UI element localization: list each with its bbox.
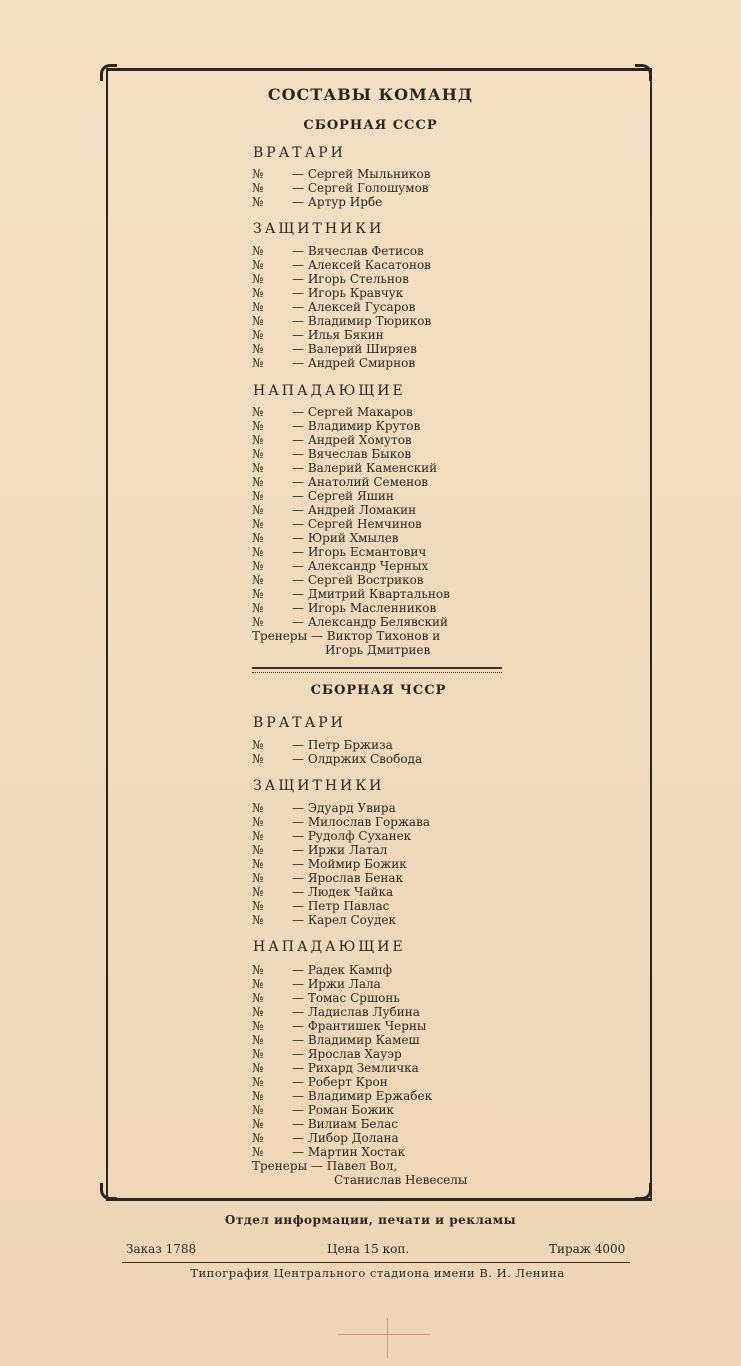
- corner-ornament-bottom-left: [100, 1183, 117, 1200]
- player-name: Вилиам Белас: [307, 1117, 398, 1131]
- dash: —: [292, 1005, 304, 1019]
- coaches-ussr: [252, 629, 440, 657]
- roster-row: [252, 829, 430, 843]
- number-sign: №: [252, 447, 264, 461]
- roster-row: [252, 977, 432, 991]
- roster-row: [252, 433, 450, 447]
- dash: —: [292, 899, 304, 913]
- roster-row: [252, 1131, 432, 1145]
- player-name: Моймир Божик: [307, 857, 407, 871]
- corner-ornament-top-left: [100, 64, 117, 81]
- roster-row: [252, 342, 431, 356]
- roster-row: [252, 531, 450, 545]
- roster-row: [252, 1075, 432, 1089]
- player-name: Франтишек Черны: [307, 1019, 427, 1033]
- player-name: Илья Бякин: [307, 328, 384, 342]
- player-name: Карел Соудек: [307, 913, 396, 927]
- roster-row: [252, 258, 431, 272]
- number-sign: №: [252, 545, 264, 559]
- player-name: Владимир Камеш: [307, 1033, 420, 1047]
- dash: —: [292, 517, 304, 531]
- player-name: Иржи Латал: [307, 843, 388, 857]
- player-name: Радек Кампф: [307, 963, 393, 977]
- section-title-forwards-cssr: НАПАДАЮЩИЕ: [253, 939, 406, 955]
- player-name: Мартин Хостак: [307, 1145, 406, 1159]
- roster-row: [252, 300, 431, 314]
- section-title-goalies-cssr: ВРАТАРИ: [253, 715, 346, 731]
- dash: —: [292, 991, 304, 1005]
- coaches-line-1: Тренеры — Павел Вол,: [252, 1159, 398, 1173]
- number-sign: №: [252, 899, 264, 913]
- player-name: Анатолий Семенов: [307, 475, 429, 489]
- dash: —: [292, 573, 304, 587]
- dash: —: [292, 977, 304, 991]
- player-name: Томас Сршонь: [307, 991, 400, 1005]
- player-name: Владимир Тюриков: [307, 314, 432, 328]
- number-sign: №: [252, 1145, 264, 1159]
- player-name: Петр Павлас: [307, 899, 390, 913]
- number-sign: №: [252, 963, 264, 977]
- player-name: Либор Долана: [307, 1131, 399, 1145]
- player-name: Игорь Есмантович: [307, 545, 427, 559]
- number-sign: №: [252, 1131, 264, 1145]
- dash: —: [292, 328, 304, 342]
- player-name: Александр Белявский: [307, 615, 448, 629]
- number-sign: №: [252, 195, 264, 209]
- player-name: Дмитрий Квартальнов: [307, 587, 450, 601]
- dash: —: [292, 314, 304, 328]
- roster-row: [252, 286, 431, 300]
- number-sign: №: [252, 356, 264, 370]
- roster-list-goalies-ussr: [252, 167, 430, 209]
- dash: —: [292, 1075, 304, 1089]
- coaches-cssr: [252, 1159, 467, 1187]
- number-sign: №: [252, 871, 264, 885]
- number-sign: №: [252, 857, 264, 871]
- roster-row: [252, 272, 431, 286]
- roster-row: [252, 503, 450, 517]
- number-sign: №: [252, 181, 264, 195]
- player-name: Владимир Крутов: [307, 419, 421, 433]
- number-sign: №: [252, 1005, 264, 1019]
- footer-rule: [122, 1262, 630, 1263]
- roster-row: [252, 913, 430, 927]
- dash: —: [292, 272, 304, 286]
- roster-row: [252, 1145, 432, 1159]
- roster-row: [252, 1117, 432, 1131]
- corner-ornament-top-right: [635, 64, 652, 81]
- footer-department: Отдел информации, печати и рекламы: [224, 1213, 517, 1227]
- number-sign: №: [252, 419, 264, 433]
- coaches-line-2: Станислав Невеселы: [334, 1173, 468, 1187]
- dash: —: [292, 913, 304, 927]
- player-name: Роман Божик: [307, 1103, 395, 1117]
- team-title-cssr: СБОРНАЯ ЧССР: [310, 683, 447, 698]
- player-name: Вячеслав Быков: [307, 447, 412, 461]
- number-sign: №: [252, 531, 264, 545]
- dash: —: [292, 419, 304, 433]
- dash: —: [292, 503, 304, 517]
- section-title-defense-cssr: ЗАЩИТНИКИ: [253, 778, 385, 794]
- roster-row: [252, 815, 430, 829]
- player-name: Сергей Немчинов: [307, 517, 422, 531]
- dash: —: [292, 531, 304, 545]
- dash: —: [292, 447, 304, 461]
- roster-row: [252, 1005, 432, 1019]
- number-sign: №: [252, 913, 264, 927]
- number-sign: №: [252, 1047, 264, 1061]
- player-name: Артур Ирбе: [307, 195, 383, 209]
- dash: —: [292, 356, 304, 370]
- number-sign: №: [252, 328, 264, 342]
- player-name: Андрей Ломакин: [307, 503, 417, 517]
- dash: —: [292, 857, 304, 871]
- player-name: Владимир Ержабек: [307, 1089, 433, 1103]
- roster-row: [252, 752, 422, 766]
- player-name: Игорь Кравчук: [307, 286, 404, 300]
- number-sign: №: [252, 167, 264, 181]
- footer-printer: Типография Центрального стадиона имени В. И. Ленина: [190, 1266, 565, 1280]
- dash: —: [292, 615, 304, 629]
- dash: —: [292, 801, 304, 815]
- dash: —: [292, 167, 304, 181]
- number-sign: №: [252, 885, 264, 899]
- dash: —: [292, 461, 304, 475]
- player-name: Олдржих Свобода: [307, 752, 423, 766]
- roster-row: [252, 475, 450, 489]
- player-name: Валерий Ширяев: [307, 342, 417, 356]
- dash: —: [292, 1089, 304, 1103]
- roster-row: [252, 738, 422, 752]
- player-name: Сергей Мыльников: [307, 167, 431, 181]
- number-sign: №: [252, 1033, 264, 1047]
- roster-row: [252, 1033, 432, 1047]
- dash: —: [292, 815, 304, 829]
- footer-print-run: Тираж 4000: [549, 1242, 626, 1256]
- number-sign: №: [252, 1117, 264, 1131]
- roster-row: [252, 1103, 432, 1117]
- roster-row: [252, 405, 450, 419]
- player-name: Рудолф Суханек: [307, 829, 412, 843]
- roster-row: [252, 615, 450, 629]
- number-sign: №: [252, 991, 264, 1005]
- roster-row: [252, 328, 431, 342]
- dash: —: [292, 1061, 304, 1075]
- player-name: Сергей Востриков: [307, 573, 424, 587]
- number-sign: №: [252, 829, 264, 843]
- roster-row: [252, 1061, 432, 1075]
- number-sign: №: [252, 752, 264, 766]
- number-sign: №: [252, 1019, 264, 1033]
- number-sign: №: [252, 475, 264, 489]
- roster-row: [252, 181, 430, 195]
- player-name: Роберт Крон: [307, 1075, 388, 1089]
- roster-row: [252, 545, 450, 559]
- roster-list-forwards-ussr: [252, 405, 450, 629]
- section-divider: [252, 667, 502, 673]
- roster-row: [252, 963, 432, 977]
- player-name: Александр Черных: [307, 559, 429, 573]
- player-name: Вячеслав Фетисов: [307, 244, 424, 258]
- player-name: Ярослав Хауэр: [307, 1047, 402, 1061]
- roster-row: [252, 1047, 432, 1061]
- dash: —: [292, 475, 304, 489]
- number-sign: №: [252, 517, 264, 531]
- number-sign: №: [252, 314, 264, 328]
- coaches-line-2: Игорь Дмитриев: [325, 643, 431, 657]
- roster-row: [252, 871, 430, 885]
- dash: —: [292, 601, 304, 615]
- player-name: Милослав Горжава: [307, 815, 430, 829]
- roster-row: [252, 195, 430, 209]
- number-sign: №: [252, 601, 264, 615]
- number-sign: №: [252, 573, 264, 587]
- player-name: Сергей Макаров: [307, 405, 413, 419]
- roster-row: [252, 601, 450, 615]
- dash: —: [292, 1019, 304, 1033]
- dash: —: [292, 1117, 304, 1131]
- number-sign: №: [252, 738, 264, 752]
- number-sign: №: [252, 801, 264, 815]
- player-name: Юрий Хмылев: [307, 531, 399, 545]
- player-name: Эдуард Увира: [307, 801, 396, 815]
- dash: —: [292, 1033, 304, 1047]
- dash: —: [292, 405, 304, 419]
- roster-row: [252, 489, 450, 503]
- dash: —: [292, 545, 304, 559]
- number-sign: №: [252, 258, 264, 272]
- number-sign: №: [252, 843, 264, 857]
- roster-row: [252, 1019, 432, 1033]
- number-sign: №: [252, 489, 264, 503]
- player-name: Сергей Голошумов: [307, 181, 429, 195]
- roster-row: [252, 517, 450, 531]
- dash: —: [292, 885, 304, 899]
- roster-row: [252, 899, 430, 913]
- number-sign: №: [252, 977, 264, 991]
- dash: —: [292, 829, 304, 843]
- number-sign: №: [252, 1075, 264, 1089]
- number-sign: №: [252, 1089, 264, 1103]
- roster-row: [252, 559, 450, 573]
- player-name: Сергей Яшин: [307, 489, 394, 503]
- number-sign: №: [252, 244, 264, 258]
- dash: —: [292, 195, 304, 209]
- dash: —: [292, 286, 304, 300]
- number-sign: №: [252, 461, 264, 475]
- dash: —: [292, 1131, 304, 1145]
- fold-mark-vertical: [387, 1318, 388, 1358]
- number-sign: №: [252, 559, 264, 573]
- dash: —: [292, 342, 304, 356]
- roster-row: [252, 244, 431, 258]
- dash: —: [292, 181, 304, 195]
- dash: —: [292, 1103, 304, 1117]
- player-name: Ладислав Лубина: [307, 1005, 420, 1019]
- number-sign: №: [252, 272, 264, 286]
- roster-row: [252, 857, 430, 871]
- roster-row: [252, 314, 431, 328]
- dash: —: [292, 300, 304, 314]
- roster-row: [252, 1089, 432, 1103]
- roster-row: [252, 801, 430, 815]
- team-title-ussr: СБОРНАЯ СССР: [303, 118, 438, 133]
- fold-mark-horizontal: [338, 1334, 430, 1335]
- roster-row: [252, 461, 450, 475]
- footer-price: Цена 15 коп.: [327, 1242, 410, 1256]
- dash: —: [292, 738, 304, 752]
- roster-list-forwards-cssr: [252, 963, 432, 1159]
- number-sign: №: [252, 815, 264, 829]
- dash: —: [292, 843, 304, 857]
- dash: —: [292, 1047, 304, 1061]
- section-title-defense-ussr: ЗАЩИТНИКИ: [253, 221, 385, 237]
- player-name: Игорь Масленников: [307, 601, 437, 615]
- number-sign: №: [252, 1061, 264, 1075]
- roster-row: [252, 843, 430, 857]
- section-title-forwards-ussr: НАПАДАЮЩИЕ: [253, 383, 406, 399]
- roster-row: [252, 587, 450, 601]
- number-sign: №: [252, 1103, 264, 1117]
- player-name: Алексей Гусаров: [307, 300, 416, 314]
- roster-row: [252, 167, 430, 181]
- roster-row: [252, 419, 450, 433]
- player-name: Андрей Смирнов: [307, 356, 416, 370]
- number-sign: №: [252, 342, 264, 356]
- number-sign: №: [252, 503, 264, 517]
- player-name: Валерий Каменский: [307, 461, 438, 475]
- roster-row: [252, 356, 431, 370]
- dash: —: [292, 433, 304, 447]
- dash: —: [292, 871, 304, 885]
- roster-list-defense-cssr: [252, 801, 430, 927]
- player-name: Петр Бржиза: [307, 738, 393, 752]
- dash: —: [292, 963, 304, 977]
- roster-row: [252, 885, 430, 899]
- player-name: Андрей Хомутов: [307, 433, 412, 447]
- roster-row: [252, 447, 450, 461]
- player-name: Иржи Лала: [307, 977, 381, 991]
- number-sign: №: [252, 615, 264, 629]
- dash: —: [292, 258, 304, 272]
- roster-list-goalies-cssr: [252, 738, 422, 766]
- number-sign: №: [252, 286, 264, 300]
- number-sign: №: [252, 300, 264, 314]
- dash: —: [292, 244, 304, 258]
- number-sign: №: [252, 405, 264, 419]
- roster-list-defense-ussr: [252, 244, 431, 370]
- number-sign: №: [252, 433, 264, 447]
- footer-order-number: Заказ 1788: [126, 1242, 197, 1256]
- player-name: Рихард Земличка: [307, 1061, 419, 1075]
- dash: —: [292, 587, 304, 601]
- roster-row: [252, 573, 450, 587]
- player-name: Игорь Стельнов: [307, 272, 409, 286]
- roster-row: [252, 991, 432, 1005]
- dash: —: [292, 559, 304, 573]
- player-name: Ярослав Бенак: [307, 871, 404, 885]
- coaches-line-1: Тренеры — Виктор Тихонов и: [252, 629, 441, 643]
- dash: —: [292, 489, 304, 503]
- section-title-goalies-ussr: ВРАТАРИ: [253, 145, 346, 161]
- player-name: Людек Чайка: [307, 885, 394, 899]
- dash: —: [292, 1145, 304, 1159]
- player-name: Алексей Касатонов: [307, 258, 431, 272]
- dash: —: [292, 752, 304, 766]
- number-sign: №: [252, 587, 264, 601]
- page-title: СОСТАВЫ КОМАНД: [267, 85, 474, 104]
